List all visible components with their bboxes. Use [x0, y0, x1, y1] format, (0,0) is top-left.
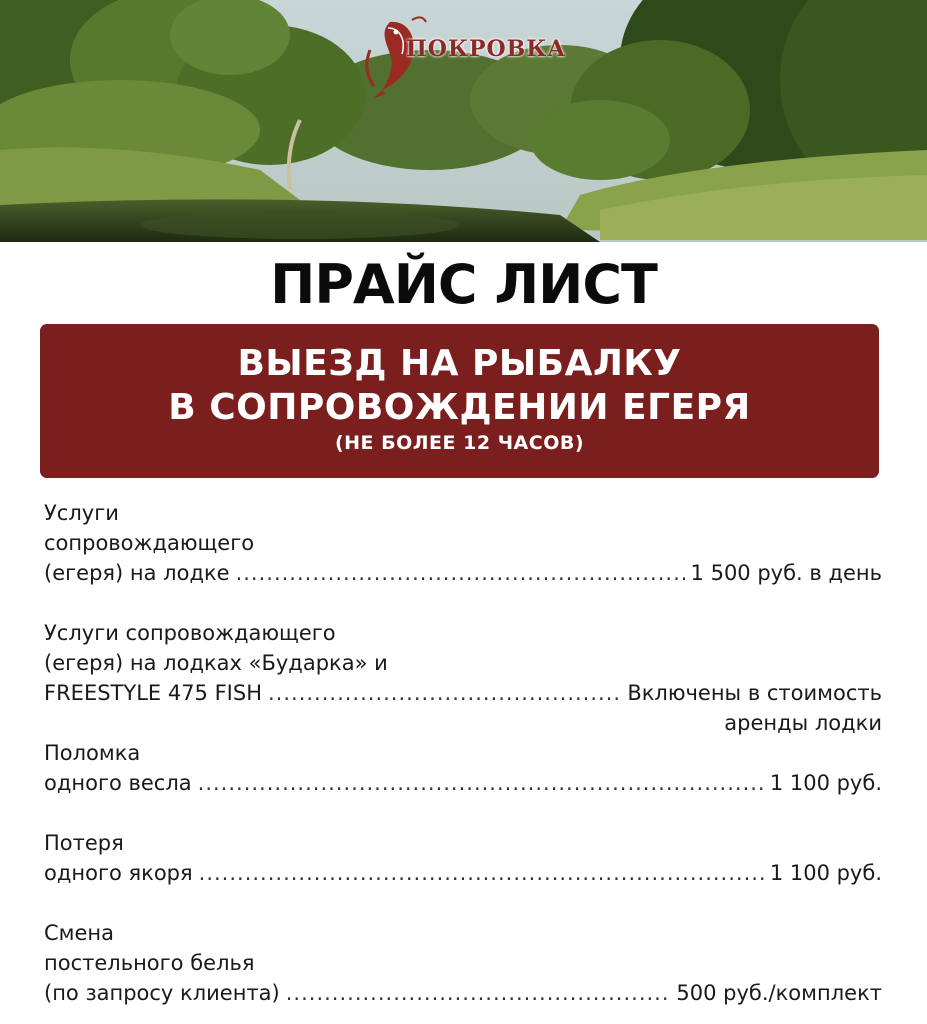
item-price: Включены в стоимость — [627, 681, 882, 705]
page-title: ПРАЙС ЛИСТ — [270, 253, 657, 316]
section-banner — [40, 324, 879, 478]
price-list — [44, 498, 882, 1008]
item-label-line: (по запросу клиента) — [44, 981, 280, 1005]
dot-leader — [198, 768, 764, 798]
banner-line-3: (НЕ БОЛЕЕ 12 ЧАСОВ) — [334, 432, 585, 454]
price-item-guide-boat — [44, 498, 882, 588]
item-price-continued: аренды лодки — [724, 711, 882, 735]
price-item-anchor — [44, 828, 882, 888]
dot-leader — [236, 558, 685, 588]
price-item-linen — [44, 918, 882, 1008]
item-label-line: Смена — [44, 921, 115, 945]
logo — [360, 10, 580, 100]
item-label-line: одного весла — [44, 771, 192, 795]
item-price: 1 100 руб. — [769, 771, 882, 795]
price-item-oar — [44, 738, 882, 798]
item-price-row — [44, 858, 882, 888]
item-label-line: Услуги сопровождающего — [44, 621, 336, 645]
item-label-line: Поломка — [44, 741, 141, 765]
item-price-row — [44, 678, 882, 708]
dot-leader — [268, 678, 621, 708]
item-label-line: Потеря — [44, 831, 124, 855]
banner-line-2: В СОПРОВОЖДЕНИИ ЕГЕРЯ — [168, 387, 751, 428]
item-price: 500 руб./комплект — [676, 981, 882, 1005]
dot-leader — [199, 858, 764, 888]
item-label-line: одного якоря — [44, 861, 193, 885]
item-price-row — [44, 978, 882, 1008]
item-label-line: (егеря) на лодках «Бударка» и — [44, 651, 388, 675]
price-item-guide-budarka — [44, 618, 882, 738]
item-label-line: Услуги — [44, 501, 119, 525]
item-label-line: FREESTYLE 475 FISH — [44, 681, 262, 705]
item-label-line: постельного белья — [44, 951, 255, 975]
item-price: 1 500 руб. в день — [690, 561, 882, 585]
banner-line-1: ВЫЕЗД НА РЫБАЛКУ — [237, 343, 682, 384]
item-price-row — [44, 558, 882, 588]
logo-text: ПОКРОВКА — [406, 36, 567, 62]
item-label-line: сопровождающего — [44, 531, 255, 555]
dot-leader — [286, 978, 671, 1008]
item-price-row — [44, 768, 882, 798]
item-label-line: (егеря) на лодке — [44, 561, 230, 585]
item-price: 1 100 руб. — [769, 861, 882, 885]
